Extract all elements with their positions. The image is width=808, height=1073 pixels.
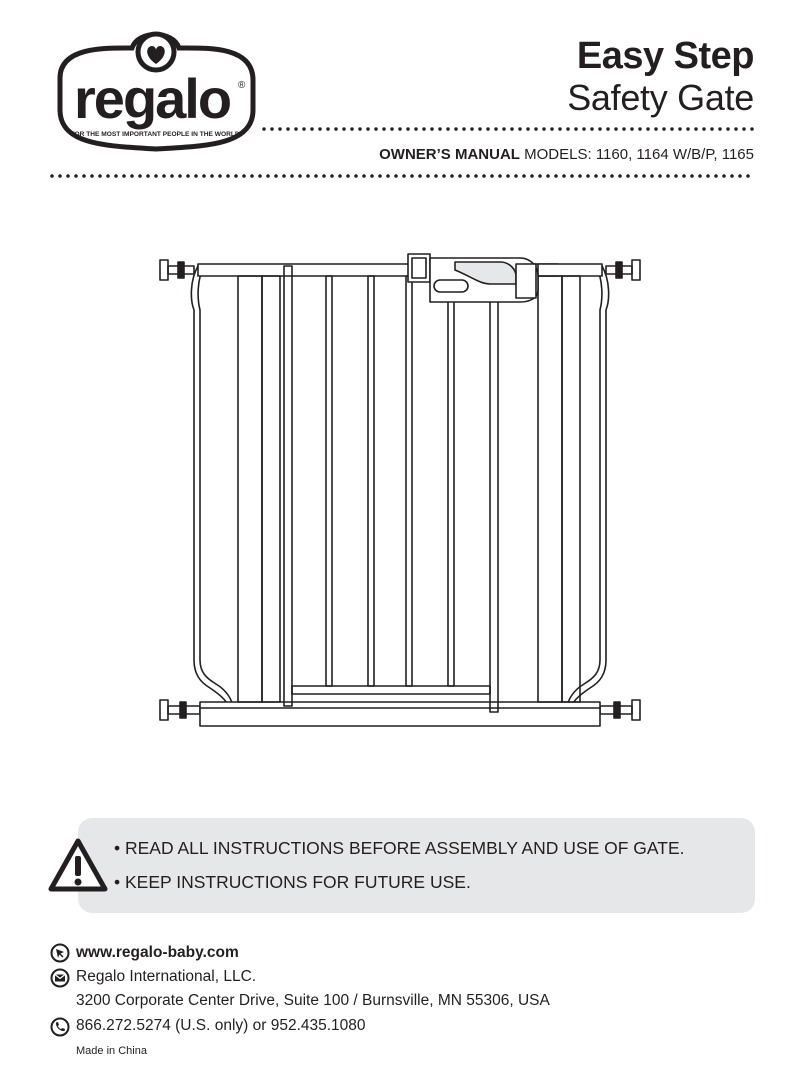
product-subtitle: Safety Gate (567, 77, 754, 118)
phone-icon (50, 1017, 70, 1037)
dotted-divider-top (262, 126, 758, 132)
website-link[interactable]: www.regalo-baby.com (76, 944, 239, 961)
safety-gate-illustration (150, 240, 650, 740)
title-block (567, 34, 754, 118)
registered-mark: ® (238, 80, 246, 91)
warning-box (78, 818, 755, 913)
manual-label: OWNER’S MANUAL (379, 146, 520, 163)
company-name: Regalo International, LLC. (76, 968, 257, 985)
brand-tagline: FOR THE MOST IMPORTANT PEOPLE IN THE WORLD. (70, 131, 242, 138)
manual-models-line (379, 146, 754, 163)
cursor-icon (50, 943, 70, 963)
regalo-logo (48, 18, 263, 160)
models-list: 1160, 1164 W/B/P, 1165 (595, 146, 754, 163)
company-address: 3200 Corporate Center Drive, Suite 100 / Burnsville, MN 55306, USA (76, 992, 550, 1009)
dotted-divider-bottom (50, 173, 758, 179)
warning-read-instructions: • READ ALL INSTRUCTIONS BEFORE ASSEMBLY AND USE OF GATE. (114, 838, 685, 858)
made-in-label: Made in China (76, 1045, 147, 1057)
models-label: MODELS: (524, 146, 592, 163)
product-title: Easy Step (576, 35, 754, 77)
warning-icon (46, 836, 110, 894)
brand-wordmark: regalo (74, 67, 231, 130)
warning-keep-instructions: • KEEP INSTRUCTIONS FOR FUTURE USE. (114, 872, 471, 892)
mail-icon (50, 968, 70, 988)
phone-numbers: 866.272.5274 (U.S. only) or 952.435.1080 (76, 1017, 366, 1034)
